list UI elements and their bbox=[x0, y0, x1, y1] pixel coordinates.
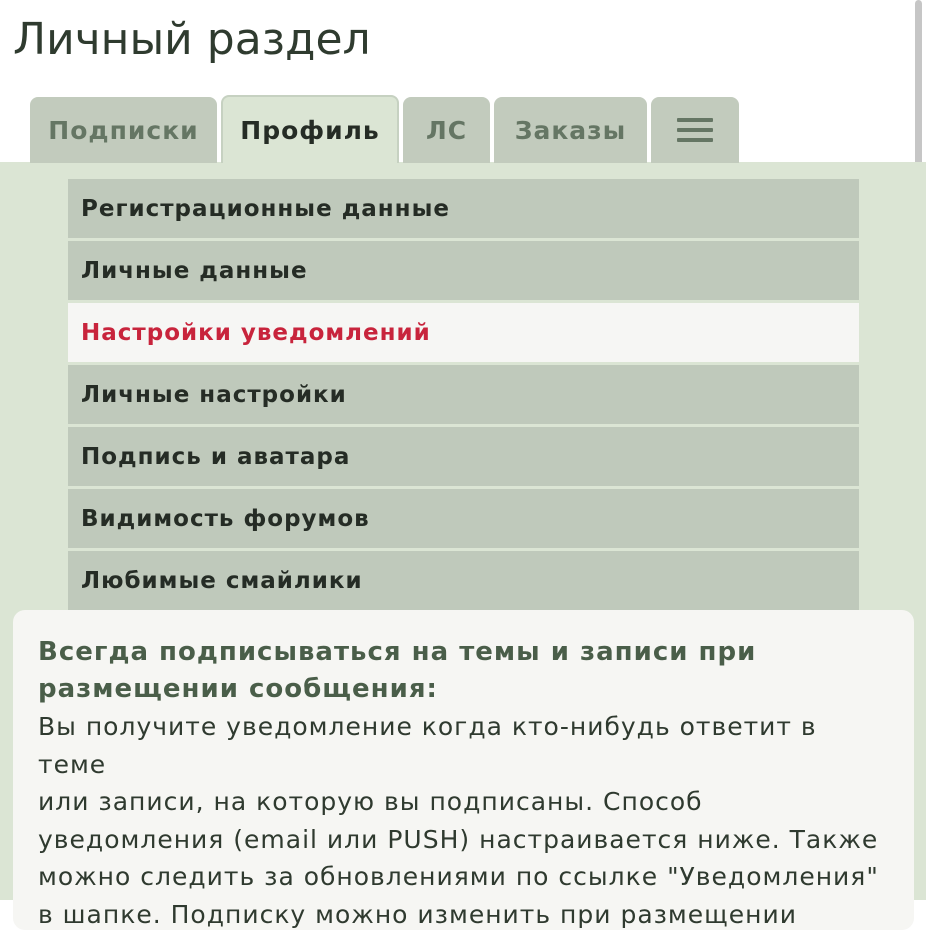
settings-panel bbox=[13, 610, 914, 930]
menu-item-signature-avatar[interactable] bbox=[68, 427, 859, 486]
tab-orders[interactable] bbox=[494, 97, 647, 163]
profile-submenu bbox=[68, 179, 859, 611]
tab-label: Подписки bbox=[48, 116, 198, 145]
tab-subscriptions[interactable] bbox=[30, 97, 217, 163]
menu-item-label: Любимые смайлики bbox=[81, 568, 363, 594]
tab-label: ЛС bbox=[426, 116, 467, 145]
page-title: Личный раздел bbox=[13, 14, 371, 65]
setting-description-line: уведомления (email или PUSH) настраивается ниже. Также bbox=[38, 821, 888, 859]
tab-messages[interactable] bbox=[403, 97, 490, 163]
setting-description-line: в шапке. Подписку можно изменить при размещении bbox=[38, 896, 888, 933]
menu-item-personal-data[interactable] bbox=[68, 241, 859, 300]
setting-description-line: можно следить за обновлениями по ссылке "Уведомления" bbox=[38, 858, 888, 896]
setting-description bbox=[38, 708, 888, 933]
tab-label: Заказы bbox=[515, 116, 627, 145]
tab-label: Профиль bbox=[240, 116, 379, 145]
tab-more-menu[interactable] bbox=[651, 97, 739, 163]
setting-heading bbox=[38, 634, 888, 708]
menu-item-forum-visibility[interactable] bbox=[68, 489, 859, 548]
menu-item-registration-data[interactable] bbox=[68, 179, 859, 238]
menu-item-label: Настройки уведомлений bbox=[81, 320, 431, 346]
menu-item-notification-settings[interactable] bbox=[68, 303, 859, 362]
menu-item-label: Личные данные bbox=[81, 258, 308, 284]
menu-item-label: Личные настройки bbox=[81, 382, 347, 408]
menu-item-label: Видимость форумов bbox=[81, 506, 370, 532]
menu-item-label: Регистрационные данные bbox=[81, 196, 450, 222]
setting-heading-line: Всегда подписываться на темы и записи при bbox=[38, 634, 888, 671]
menu-item-label: Подпись и аватара bbox=[81, 444, 350, 470]
hamburger-menu-icon bbox=[677, 118, 713, 142]
tab-profile[interactable] bbox=[221, 95, 399, 163]
menu-item-favorite-smileys[interactable] bbox=[68, 551, 859, 611]
setting-heading-line: размещении сообщения: bbox=[38, 671, 888, 708]
menu-item-personal-settings[interactable] bbox=[68, 365, 859, 424]
setting-description-line: Вы получите уведомление когда кто-нибудь ответит в теме bbox=[38, 708, 888, 783]
setting-description-line: или записи, на которую вы подписаны. Способ bbox=[38, 783, 888, 821]
tab-bar bbox=[0, 96, 926, 164]
